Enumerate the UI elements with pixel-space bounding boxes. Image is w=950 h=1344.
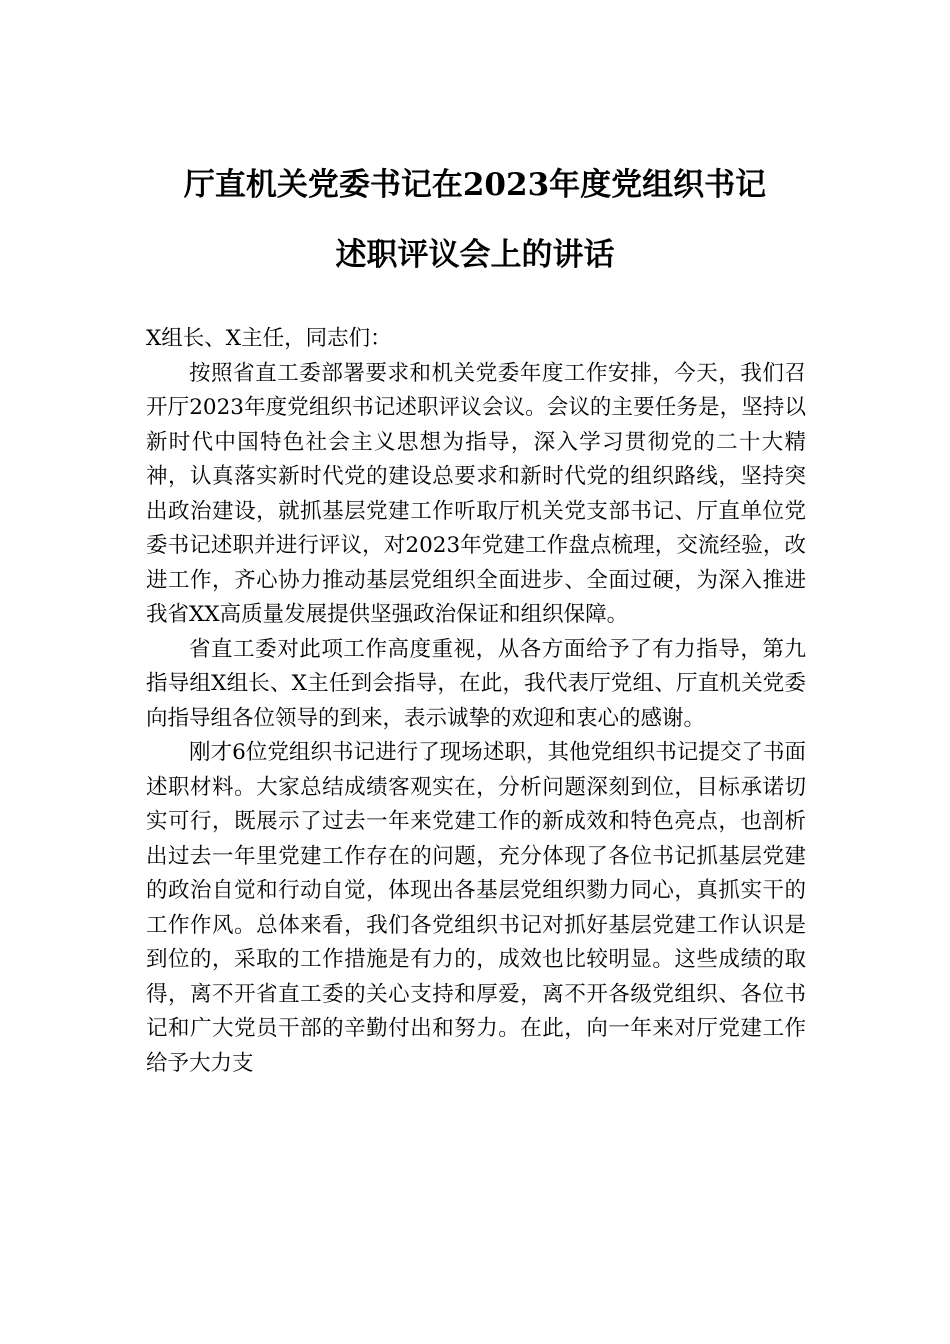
paragraph-3: 刚才6位党组织书记进行了现场述职，其他党组织书记提交了书面述职材料。大家总结成绩客观实在，分析问题深刻到位，目标承诺切实可行，既展示了过去一年来党建工作的新成效和特色亮点，也剖析出过去一年里党建工作存在的问题，充分体现了各位书记抓基层党建的政治自觉和行动自觉，体现出各基层党组织勠力同心，真抓实干的工作作风。总体来看，我们各党组织书记对抓好基层党建工作认识是到位的，采取的工作措施是有力的，成效也比较明显。这些成绩的取得，离不开省直工委的关心支持和厚爱，离不开各级党组织、各位书记和广大党员干部的辛勤付出和努力。在此，向一年来对厅党建工作给予大力支 — [146, 740, 806, 1076]
salutation: X组长、X主任，同志们： — [146, 326, 392, 351]
document-title-line-1: 厅直机关党委书记在2023年度党组织书记 — [183, 167, 767, 203]
paragraph-2: 省直工委对此项工作高度重视，从各方面给予了有力指导，第九指导组X组长、X主任到会指导，在此，我代表厅党组、厅直机关党委向指导组各位领导的到来，表示诚挚的欢迎和衷心的感谢。 — [146, 636, 806, 731]
paragraph-1: 按照省直工委部署要求和机关党委年度工作安排，今天，我们召开厅2023年度党组织书记述职评议会议。会议的主要任务是，坚持以新时代中国特色社会主义思想为指导，深入学习贯彻党的二十大精神，认真落实新时代党的建设总要求和新时代党的组织路线，坚持突出政治建设，就抓基层党建工作听取厅机关党支部书记、厅直单位党委书记述职并进行评议，对2023年党建工作盘点梳理，交流经验，改进工作，齐心协力推动基层党组织全面进步、全面过硬，为深入推进我省XX高质量发展提供坚强政治保证和组织保障。 — [146, 360, 806, 627]
document-title-line-2: 述职评议会上的讲话 — [335, 237, 615, 273]
document-body — [146, 322, 806, 1081]
